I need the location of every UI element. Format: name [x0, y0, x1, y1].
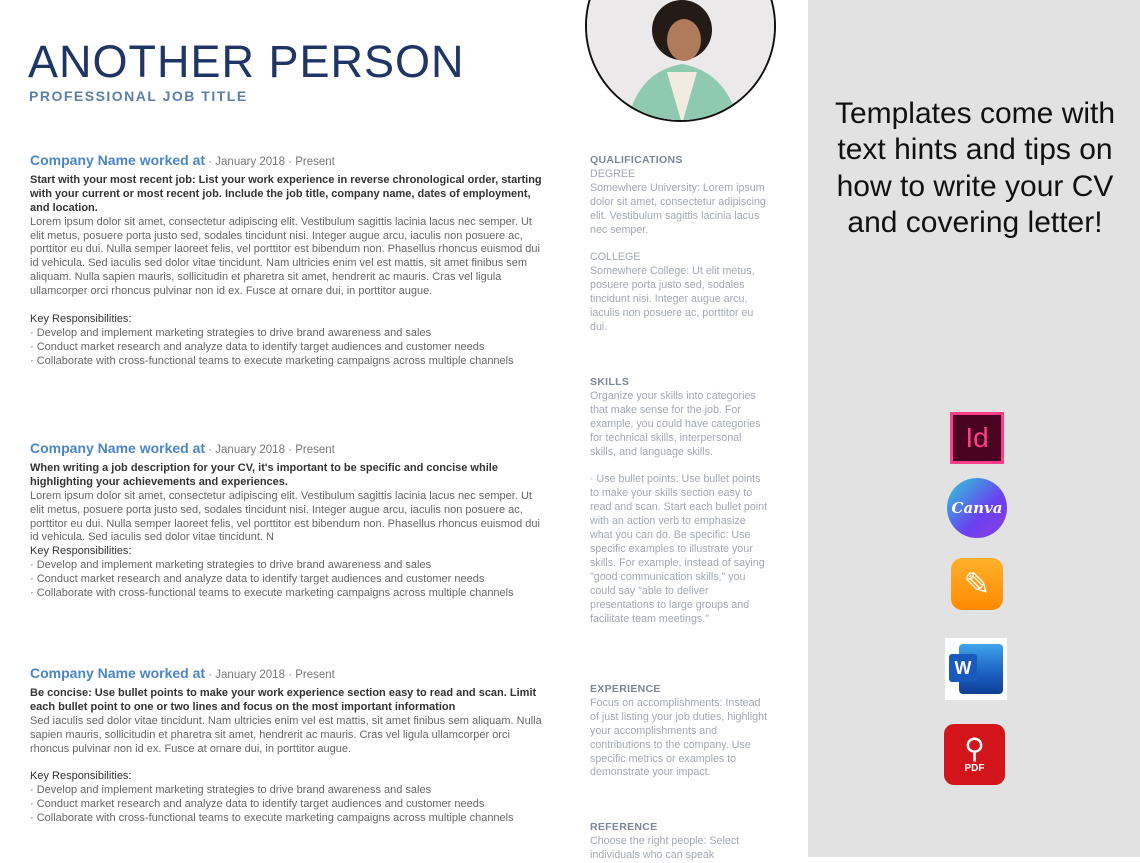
bullet: · Develop and implement marketing strategies to drive brand awareness and sales	[30, 559, 432, 572]
canva-label: Canva	[951, 499, 1003, 517]
bullet: · Collaborate with cross-functional teams to execute marketing campaigns across multiple channels	[30, 587, 514, 600]
college-label: COLLEGE	[590, 251, 641, 264]
job-dates: · January 2018 · Present	[205, 444, 335, 456]
reference-section	[590, 821, 770, 863]
experience-section	[590, 683, 770, 780]
job-body: Sed iaculis sed dolor vitae tincidunt. Nam ultricies enim vel est mattis, sit amet finibus sem aliquam. Nulla sapien mauris, sollicitudin et pharetra sit amet, hendrerit ac mauris. Cras vel ligula ullamcorper orci rhoncus pulvinar non id ex. Fusce at ornare dui, in porttitor augue.	[30, 714, 542, 755]
pdf-icon: ⚲ PDF	[944, 724, 1005, 785]
job-dates: · January 2018 · Present	[205, 156, 335, 168]
company-name: Company Name worked at	[30, 665, 206, 681]
job-body: Lorem ipsum dolor sit amet, consectetur adipiscing elit. Vestibulum sagittis lacinia lacus nec semper. Ut elit metus, posuere porta justo sed, sodales tincidunt nisi. Integer augue arcu, iaculis non posuere ac, porttitor eu dui. Nulla semper laoreet felis, vel porttitor est bibendum non. Phasellus rhoncus euismod dui id vehicula. Sed iaculis sed dolor vitae tincidunt. Nam ultricies enim vel est mattis, sit amet finibus sem aliquam. Nulla sapien mauris, sollicitudin et pharetra sit amet, hendrerit ac mauris. Cras vel ligula ullamcorper orci rhoncus pulvinar non id ex. Fusce at ornare dui, in porttitor augue.	[30, 215, 540, 298]
section-heading: EXPERIENCE	[590, 683, 661, 695]
canva-icon	[947, 478, 1007, 538]
bullet: · Conduct market research and analyze data to identify target audiences and customer needs	[30, 798, 485, 811]
skills-text: Organize your skills into categories that make sense for the job. For example, you could have categories for technical skills, interpersonal skills, and language skills.	[590, 389, 761, 458]
bullet: · Collaborate with cross-functional teams to execute marketing campaigns across multiple channels	[30, 354, 514, 367]
skills-section	[590, 376, 770, 626]
person-name: ANOTHER PERSON	[28, 36, 465, 87]
qualifications-section	[590, 154, 770, 335]
job-entry	[30, 667, 545, 826]
section-heading: REFERENCE	[590, 821, 658, 833]
degree-text: Somewhere University: Lorem ipsum dolor sit amet, consectetur adipiscing elit. Vestibulum sagittis lacinia lacus nec semper.	[590, 181, 766, 236]
job-dates: · January 2018 · Present	[205, 669, 335, 681]
word-label: W	[949, 654, 977, 682]
reference-text: Choose the right people: Select individuals who can speak	[590, 834, 740, 861]
promo-text: Templates come with text hints and tips on how to write your CV and covering letter!	[834, 97, 1116, 239]
bullet: · Conduct market research and analyze data to identify target audiences and customer needs	[30, 573, 485, 586]
key-responsibilities-label: Key Responsibilities:	[30, 313, 132, 326]
job-entry	[30, 154, 545, 369]
bullet: · Collaborate with cross-functional teams to execute marketing campaigns across multiple channels	[30, 812, 514, 825]
job-lead: When writing a job description for your CV, it's important to be specific and concise while highlighting your achievements and experiences.	[30, 461, 498, 488]
profile-photo	[585, 0, 776, 122]
bullet: · Develop and implement marketing strategies to drive brand awareness and sales	[30, 784, 432, 797]
job-title: PROFESSIONAL JOB TITLE	[29, 88, 248, 104]
degree-label: DEGREE	[590, 167, 636, 180]
skills-text: · Use bullet points: Use bullet points to make your skills section easy to read and scan. Start each bullet point with an action verb to emphasize what you can do. Be specific: Use specific examples to illustrate your skills. For example, instead of saying "good communication skills," you could say "able to deliver presentations to large groups and facilitate team meetings."	[590, 473, 768, 625]
section-heading: SKILLS	[590, 376, 630, 388]
pdf-label: PDF	[964, 763, 985, 774]
indesign-icon	[950, 412, 1004, 464]
key-responsibilities-label: Key Responsibilities:	[30, 770, 132, 783]
college-text: Somewhere College: Ut elit metus, posuere porta justo sed, sodales tincidunt nisi. Integer augue arcu, iaculis non posuere ac, porttitor eu dui.	[590, 265, 755, 333]
company-name: Company Name worked at	[30, 152, 206, 168]
bullet: · Conduct market research and analyze data to identify target audiences and customer needs	[30, 340, 485, 353]
indesign-label: Id	[965, 422, 989, 453]
job-body: Lorem ipsum dolor sit amet, consectetur adipiscing elit. Vestibulum sagittis lacinia lacus nec semper. Ut elit metus, posuere porta justo sed, sodales tincidunt nisi. Integer augue arcu, iaculis non posuere ac, porttitor eu dui. Nulla semper laoreet felis, vel porttitor est bibendum non. Phasellus rhoncus euismod dui id vehicula. Sed iaculis sed dolor vitae tincidunt. N	[30, 489, 540, 544]
job-entry	[30, 442, 545, 601]
word-icon	[945, 638, 1007, 700]
job-lead: Be concise: Use bullet points to make your work experience section easy to read and scan. Limit each bullet point to one or two lines and focus on the most important information	[30, 686, 537, 713]
company-name: Company Name worked at	[30, 440, 206, 456]
bullet: · Develop and implement marketing strategies to drive brand awareness and sales	[30, 326, 432, 339]
experience-text: Focus on accomplishments: Instead of just listing your job duties, highlight your accomplishments and contributions to the company. Use specific metrics or examples to demonstrate your impact.	[590, 696, 768, 779]
pages-icon: ✎	[951, 558, 1003, 610]
section-heading: QUALIFICATIONS	[590, 154, 683, 166]
key-responsibilities-label: Key Responsibilities:	[30, 545, 132, 558]
job-lead: Start with your most recent job: List your work experience in reverse chronological order, starting with your current or most recent job. Include the job title, company name, dates of employment, and location.	[30, 173, 542, 214]
